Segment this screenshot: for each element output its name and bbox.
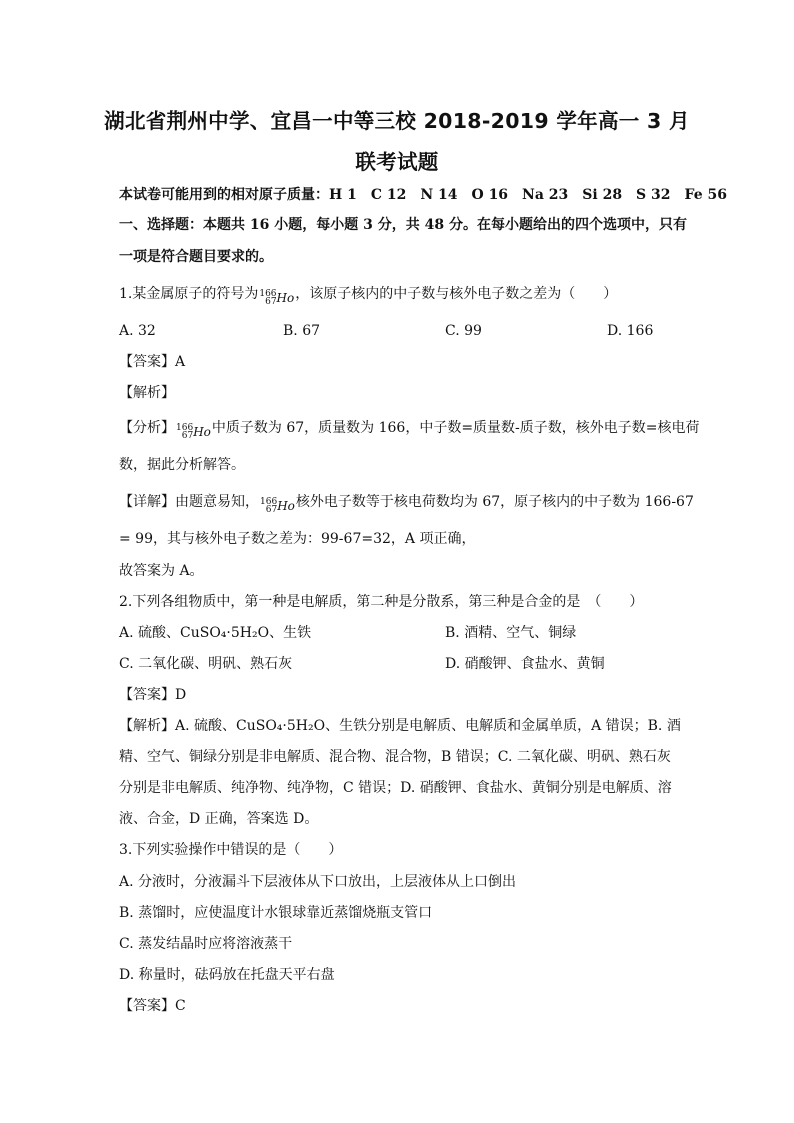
- isotope-symbol: [260, 496, 295, 516]
- isotope-atomic-number: 67: [181, 431, 194, 441]
- q1-option-b: B. 67: [283, 323, 321, 339]
- section-heading-line-2: 一项是符合题目要求的。: [119, 249, 273, 265]
- q2-explain-line-1: 【解析】A. 硫酸、CuSO₄·5H₂O、生铁分别是电解质、电解质和金属单质，A 错误；B. 酒: [119, 718, 681, 734]
- q1-detail-line-2: = 99，其与核外电子数之差为：99-67=32，A 项正确，: [119, 531, 476, 547]
- q1-detail-line-1: [119, 492, 694, 516]
- q3-stem: 3.下列实验操作中错误的是（ ）: [119, 842, 343, 858]
- q3-option-a: A. 分液时，分液漏斗下层液体从下口放出，上层液体从上口倒出: [119, 874, 517, 890]
- q1-fenxi-line-1: [119, 418, 700, 442]
- q2-option-d: D. 硝酸钾、食盐水、黄铜: [445, 656, 605, 672]
- q1-stem: [119, 284, 617, 308]
- atomic-mass-note: 本试卷可能用到的相对原子质量：H 1 C 12 N 14 O 16 Na 23 Si 28 S 32 Fe 56: [119, 187, 727, 203]
- q1-answer: 【答案】A: [119, 354, 186, 370]
- q3-answer: 【答案】C: [119, 998, 186, 1014]
- q1-option-d: D. 166: [607, 323, 654, 339]
- isotope-element: Ho: [277, 499, 295, 513]
- q3-option-c: C. 蒸发结晶时应将溶液蒸干: [119, 936, 293, 952]
- q1-option-c: C. 99: [445, 323, 482, 339]
- q1-fenxi-line-2: 数，据此分析解答。: [119, 457, 245, 473]
- q2-option-b: B. 酒精、空气、铜绿: [445, 625, 577, 641]
- q2-explain-line-3: 分别是非电解质、纯净物、纯净物，C 错误；D. 硝酸钾、食盐水、黄铜分别是电解质、溶: [119, 780, 672, 796]
- isotope-element: Ho: [276, 291, 295, 305]
- q2-explain-line-2: 精、空气、铜绿分别是非电解质、混合物、混合物，B 错误；C. 二氧化碳、明矾、熟石灰: [119, 749, 671, 765]
- q3-option-b: B. 蒸馏时，应使温度计水银球靠近蒸馏烧瓶支管口: [119, 905, 433, 921]
- isotope-symbol: [176, 422, 211, 442]
- title-line-2: 联考试题: [355, 150, 439, 174]
- q2-option-a: A. 硫酸、CuSO₄·5H₂O、生铁: [119, 625, 312, 641]
- q1-detail-label: 【详解】由题意易知，: [119, 494, 259, 510]
- isotope-atomic-number: 67: [265, 297, 277, 307]
- q1-stem-before: 1.某金属原子的符号为: [119, 286, 259, 302]
- q1-detail-line-3: 故答案为 A。: [119, 563, 204, 579]
- q3-option-d: D. 称量时，砝码放在托盘天平右盘: [119, 967, 335, 983]
- q2-answer: 【答案】D: [119, 687, 187, 703]
- q2-explain-line-4: 液、合金，D 正确，答案选 D。: [119, 811, 319, 827]
- q1-detail-text: 核外电子数等于核电荷数均为 67，原子核内的中子数为 166-67: [295, 494, 694, 510]
- q1-stem-after: ，该原子核内的中子数与核外电子数之差为（ ）: [295, 286, 618, 302]
- section-heading-line-1: 一、选择题：本题共 16 小题，每小题 3 分，共 48 分。在每小题给出的四个选项中，只有: [119, 217, 687, 233]
- isotope-atomic-number: 67: [265, 505, 278, 515]
- title-line-1: 湖北省荆州中学、宜昌一中等三校 2018-2019 学年高一 3 月: [104, 109, 690, 133]
- isotope-symbol: [259, 288, 294, 308]
- isotope-mass-number: 166: [260, 497, 278, 507]
- q1-fenxi-text: 中质子数为 67，质量数为 166，中子数=质量数-质子数，核外电子数=核电荷: [211, 420, 700, 436]
- q2-option-c: C. 二氧化碳、明矾、熟石灰: [119, 656, 293, 672]
- q1-option-a: A. 32: [119, 323, 156, 339]
- isotope-mass-number: 166: [259, 289, 277, 299]
- q1-fenxi-label: 【分析】: [119, 420, 175, 436]
- q2-stem: 2.下列各组物质中，第一种是电解质，第二种是分散系，第三种是合金的是 （ ）: [119, 594, 644, 610]
- isotope-element: Ho: [193, 425, 211, 439]
- q1-analysis-head: 【解析】: [119, 385, 175, 401]
- isotope-mass-number: 166: [176, 423, 194, 433]
